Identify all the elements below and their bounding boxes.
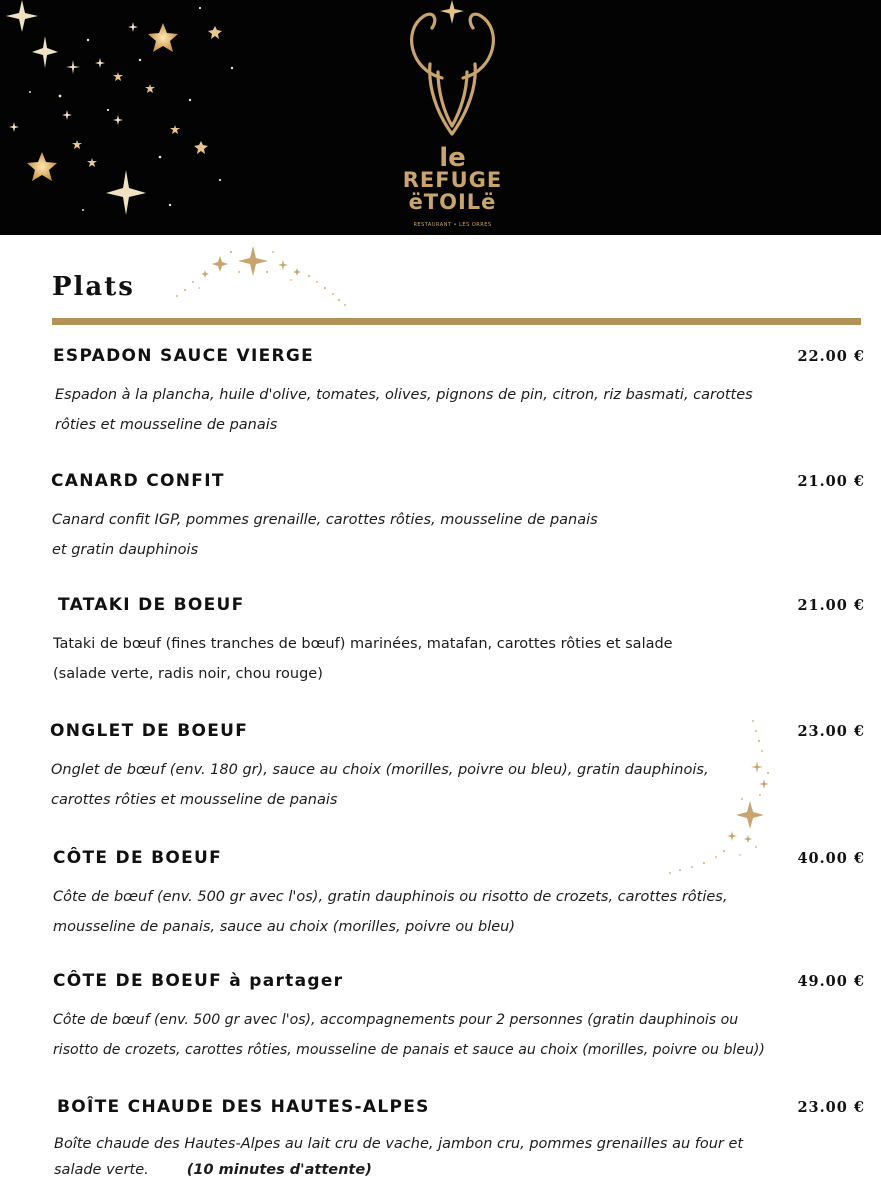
menu-item-price: 49.00 €	[797, 973, 865, 990]
description-line: mousseline de panais, sauce au choix (morilles, poivre ou bleu)	[53, 919, 516, 935]
menu-item-price: 40.00 €	[797, 850, 865, 867]
menu-item-description	[53, 629, 673, 689]
logo-tagline: RESTAURANT • LES ORRES	[413, 222, 492, 228]
menu-item-price: 23.00 €	[797, 723, 865, 740]
menu-item-description	[53, 882, 727, 942]
menu-item-name: BOÎTE CHAUDE DES HAUTES-ALPES	[57, 1097, 430, 1117]
ibex-star-logo-icon	[390, 0, 515, 145]
menu-item-name	[53, 971, 343, 991]
logo-word-refuge: REFUGE	[402, 168, 503, 192]
section-divider	[52, 318, 861, 325]
menu-item-name: CÔTE DE BOEUF	[53, 848, 223, 868]
menu-item-name-main: CÔTE DE BOEUF	[53, 971, 223, 991]
section-title: Plats	[52, 272, 135, 302]
wait-time-note: (10 minutes d'attente)	[186, 1162, 372, 1178]
menu-item-description	[51, 755, 709, 815]
logo-word-le: le	[439, 143, 466, 173]
sparkle-arc-icon	[165, 242, 355, 312]
menu-item-name: TATAKI DE BOEUF	[58, 595, 245, 615]
menu-item-name-suffix: à partager	[229, 971, 344, 991]
description-line: (salade verte, radis noir, chou rouge)	[53, 666, 323, 682]
description-line: Onglet de bœuf (env. 180 gr), sauce au choix (morilles, poivre ou bleu), gratin dauphinois,	[51, 762, 709, 778]
description-line: Boîte chaude des Hautes-Alpes au lait cru de vache, jambon cru, pommes grenailles au four et	[54, 1136, 744, 1152]
restaurant-logo	[390, 0, 515, 235]
description-text: salade verte.	[54, 1162, 149, 1178]
description-line: et gratin dauphinois	[52, 542, 199, 558]
description-line: risotto de crozets, carottes rôties, mousseline de panais et sauce au choix (morilles, poivre ou bleu))	[53, 1042, 765, 1058]
description-line: carottes rôties et mousseline de panais	[51, 792, 338, 808]
description-line: Espadon à la plancha, huile d'olive, tomates, olives, pignons de pin, citron, riz basmati, carottes	[55, 387, 753, 403]
description-line: Tataki de bœuf (fines tranches de bœuf) marinées, matafan, carottes rôties et salade	[53, 636, 673, 652]
description-line: Canard confit IGP, pommes grenaille, carottes rôties, mousseline de panais	[52, 512, 598, 528]
menu-item-name: CANARD CONFIT	[51, 471, 225, 491]
menu-item-name: ONGLET DE BOEUF	[50, 721, 249, 741]
description-line: Côte de bœuf (env. 500 gr avec l'os), accompagnements pour 2 personnes (gratin dauphinois ou	[53, 1012, 739, 1028]
menu-item-description	[54, 1131, 743, 1183]
logo-word-etoile: ëTOILë	[408, 190, 497, 214]
menu-item-description	[53, 1005, 765, 1065]
menu-item-price: 23.00 €	[797, 1099, 865, 1116]
menu-item-price: 21.00 €	[797, 473, 865, 490]
menu-item-description	[55, 380, 753, 440]
menu-item-price: 21.00 €	[797, 597, 865, 614]
header-banner	[0, 0, 881, 235]
menu-item-name: ESPADON SAUCE VIERGE	[53, 346, 315, 366]
description-line: rôties et mousseline de panais	[55, 417, 278, 433]
description-line: Côte de bœuf (env. 500 gr avec l'os), gratin dauphinois ou risotto de crozets, carottes rôties,	[53, 889, 728, 905]
menu-item-description	[52, 505, 598, 565]
description-line	[54, 1157, 743, 1183]
menu-item-price: 22.00 €	[797, 348, 865, 365]
